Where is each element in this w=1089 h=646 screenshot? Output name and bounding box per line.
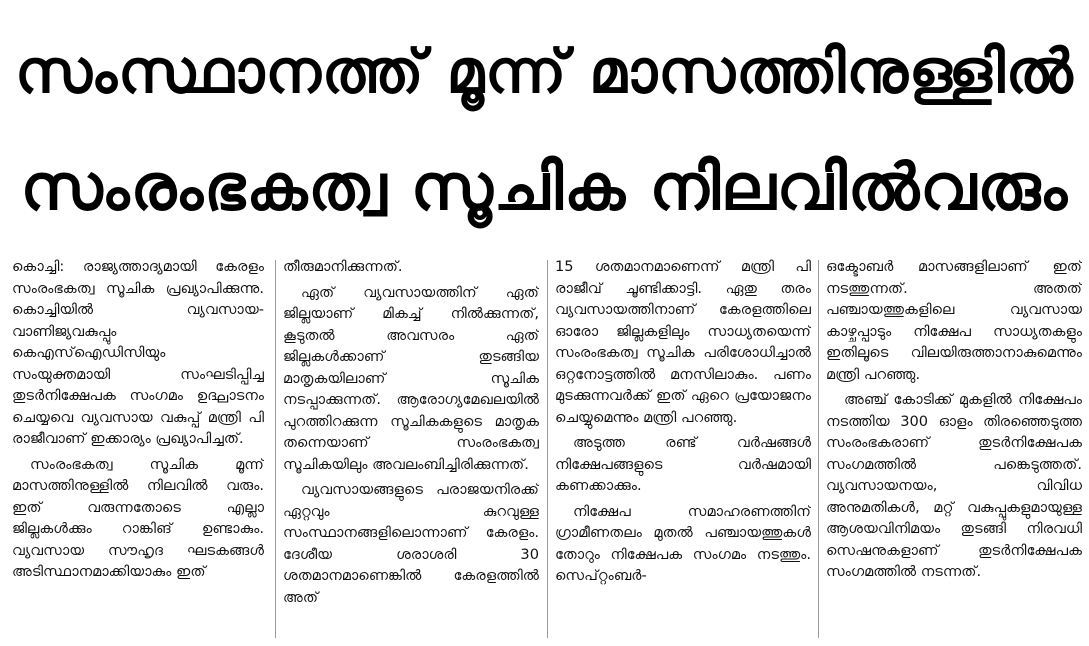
- headline-line-1: സംസ്ഥാനത്ത് മൂന്ന് മാസത്തിനുള്ളിൽ: [15, 37, 1074, 107]
- column-divider: [275, 260, 276, 638]
- article-paragraph: ഏത് വ്യവസായത്തിന് ഏത് ജില്ലയാണ് മികച്ച് നിൽക്കുന്നത്, കൂടുതൽ അവസരം ഏത് ജില്ലകൾക്കാണ് തുടങ്ങിയ മാതൃകയിലാണ് സൂചിക നടപ്പാക്കുന്നത്. ആരോഗ്യമേഖലയിൽ പുറത്തിറക്കുന്ന സൂചികകളുടെ മാതൃക തന്നെയാണ് സംരംഭകത്വ സൂചികയിലും അവലംബിച്ചിരിക്കുന്നത്.: [283, 283, 539, 473]
- article-paragraph: തീരുമാനിക്കുന്നത്.: [283, 258, 403, 275]
- article-paragraph: അഞ്ച് കോടിക്ക് മുകളിൽ നിക്ഷേപം നടത്തിയ 300 ഓളം തിരഞ്ഞെടുത്ത സംരംഭകരാണ് തുടർനിക്ഷേപക സംഗമത്തിൽ പങ്കെടുത്തത്. വ്യവസായനയം, വിവിധ അനുമതികൾ, മറ്റ് വകുപ്പുകളുമായുള്ള ആശയവിനിമയം തുടങ്ങി നിരവധി സെഷനുകളാണ് തുടർനിക്ഷേപക സംഗമത്തിൽ നടന്നത്.: [826, 391, 1082, 580]
- column-divider: [818, 260, 819, 638]
- article-paragraph: വ്യവസായങ്ങളുടെ പരാജയനിരക്ക് ഏറ്റവും കുറവുള്ള സംസ്ഥാനങ്ങളിലൊന്നാണ് കേരളം. ദേശീയ ശരാശരി 30 ശതമാനമാണെങ്കിൽ കേരളത്തിൽ അത്: [283, 481, 539, 606]
- article-column-1: [12, 256, 264, 640]
- article-paragraph: അടുത്ത രണ്ട് വർഷങ്ങൾ നിക്ഷേപങ്ങളുടെ വർഷമായി കണക്കാക്കും.: [555, 434, 811, 494]
- article-column-4: [826, 256, 1082, 640]
- article-column-2: [283, 256, 539, 640]
- article-paragraph: സംരംഭകത്വ സൂചിക മൂന്ന് മാസത്തിനുള്ളിൽ നിലവിൽ വരും. ഇത് വരുന്നതോടെ എല്ലാ ജില്ലകൾക്കും റാങ്കിങ് ഉണ്ടാകും. വ്യവസായ സൗഹൃദ ഘടകങ്ങൾ അടിസ്ഥാനമാക്കിയാകും ഇത്: [12, 455, 264, 580]
- article-paragraph: നിക്ഷേപ സമാഹരണത്തിന് ഗ്രാമീണതലം മുതൽ പഞ്ചായത്തുകൾ തോറും നിക്ഷേപക സംഗമം നടത്തും. സെപ്റ്റംബർ-: [555, 502, 811, 584]
- article-paragraph: 15 ശതമാനമാണെന്ന് മന്ത്രി പി രാജീവ് ചൂണ്ടിക്കാട്ടി. ഏതു തരം വ്യവസായത്തിനാണ് കേരളത്തിലെ ഓരോ ജില്ലകളിലും സാധ്യതയെന്ന് സംരംഭകത്വ സൂചിക പരിശോധിച്ചാൽ ഒറ്റനോട്ടത്തിൽ മനസിലാകും. പണം മുടക്കുന്നവർക്ക് ഇത് ഏറെ പ്രയോജനം ചെയ്യുമെന്നും മന്ത്രി പറഞ്ഞു.: [555, 258, 811, 426]
- article-column-3: [555, 256, 811, 640]
- headline-line-2: സംരംഭകത്വ സൂചിക നിലവിൽവരും: [20, 151, 1069, 225]
- article-body: [12, 256, 1080, 640]
- article-paragraph: കൊച്ചി: രാജ്യത്താദ്യമായി കേരളം സംരംഭകത്വ സൂചിക പ്രഖ്യാപിക്കുന്നു. കൊച്ചിയിൽ വ്യവസായ-വാണിജ്യവകുപ്പും കെഎസ്ഐഡിസിയും സംയുക്തമായി സംഘടിപ്പിച്ച തുടർനിക്ഷേപക സംഗമം ഉദ്ഘാടനം ചെയ്യവെ വ്യവസായ വകുപ്പ് മന്ത്രി പി രാജീവാണ് ഇക്കാര്യം പ്രഖ്യാപിച്ചത്.: [12, 258, 264, 447]
- column-divider: [547, 260, 548, 638]
- article-paragraph: ഒക്ടോബർ മാസങ്ങളിലാണ് ഇത് നടത്തുന്നത്. അതത് പഞ്ചായത്തുകളിലെ വ്യവസായ കാഴ്ചപ്പാടും നിക്ഷേപ സാധ്യതകളും ഇതിലൂടെ വിലയിരുത്താനാകുമെന്നും മന്ത്രി പറഞ്ഞു.: [826, 258, 1082, 383]
